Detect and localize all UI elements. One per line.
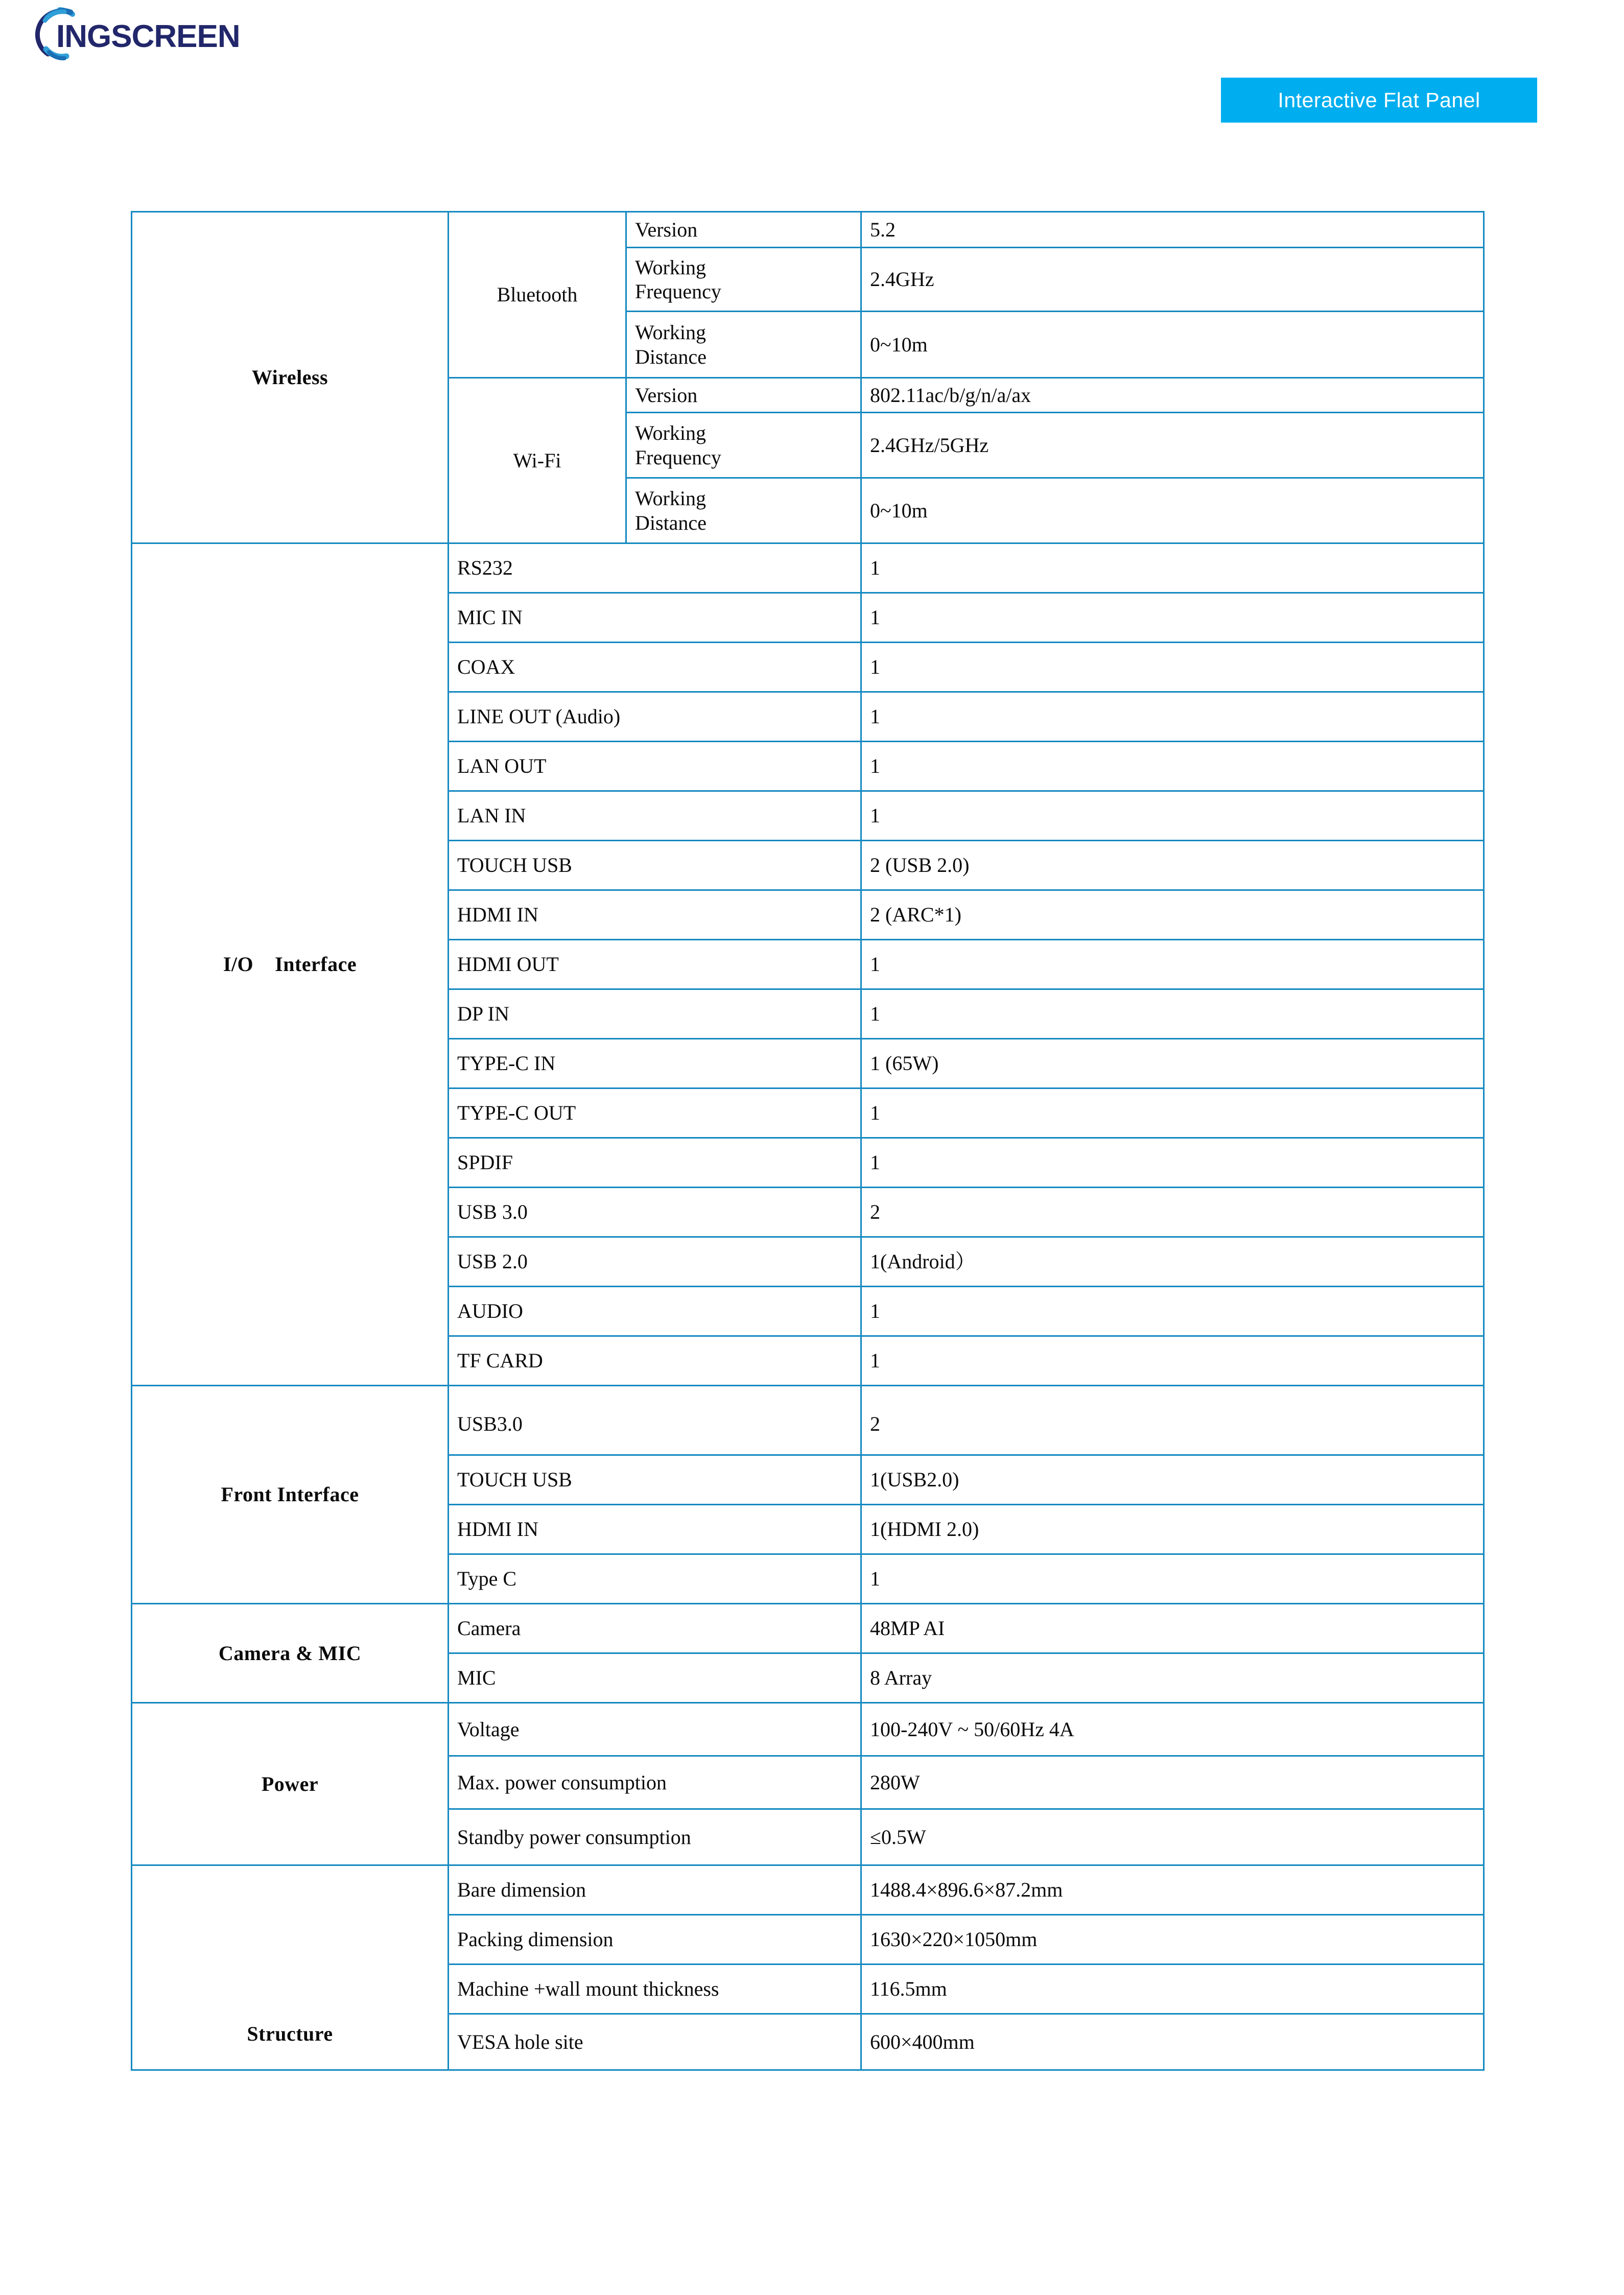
spec-value: 116.5mm — [861, 1965, 1484, 2014]
spec-key-line1: Working — [635, 321, 706, 344]
spec-key: Max. power consumption — [449, 1756, 861, 1809]
spec-value: 2 (USB 2.0) — [861, 841, 1484, 890]
spec-key-line1: Working — [635, 421, 706, 445]
spec-key — [626, 413, 861, 478]
spec-key: TOUCH USB — [449, 841, 861, 890]
page-header — [0, 0, 1624, 153]
spec-value: 1 — [861, 643, 1484, 692]
spec-key-line2: Distance — [635, 345, 707, 368]
spec-key: Version — [626, 378, 861, 413]
spec-key: HDMI IN — [449, 890, 861, 940]
spec-key-line1: Working — [635, 487, 706, 510]
table-row — [132, 1604, 1484, 1653]
spec-key: Standby power consumption — [449, 1809, 861, 1865]
badge-label: Interactive Flat Panel — [1278, 88, 1480, 112]
spec-key: Type C — [449, 1554, 861, 1604]
spec-value: 1 (65W) — [861, 1039, 1484, 1089]
spec-value: 1 — [861, 742, 1484, 791]
spec-key: LAN OUT — [449, 742, 861, 791]
spec-value: 1 — [861, 1287, 1484, 1336]
spec-key: Bare dimension — [449, 1865, 861, 1915]
spec-key: MIC — [449, 1653, 861, 1703]
spec-key: Packing dimension — [449, 1915, 861, 1965]
spec-key: USB3.0 — [449, 1386, 861, 1455]
group-label-wifi: Wi-Fi — [449, 378, 626, 543]
spec-key: HDMI OUT — [449, 940, 861, 989]
table-row — [132, 543, 1484, 593]
section-label-power: Power — [132, 1703, 449, 1865]
spec-key — [626, 312, 861, 378]
spec-value: ≤0.5W — [861, 1809, 1484, 1865]
spec-value: 1 — [861, 1554, 1484, 1604]
spec-key-line2: Frequency — [635, 280, 721, 303]
table-row — [132, 212, 1484, 248]
spec-value: 2.4GHz — [861, 248, 1484, 312]
spec-key: COAX — [449, 643, 861, 692]
table-row — [132, 1703, 1484, 1756]
spec-key: AUDIO — [449, 1287, 861, 1336]
group-label-bluetooth: Bluetooth — [449, 212, 626, 378]
section-label-front-interface: Front Interface — [132, 1386, 449, 1604]
spec-value: 1 — [861, 940, 1484, 989]
spec-value: 1 — [861, 989, 1484, 1039]
table-row — [132, 1865, 1484, 1915]
spec-value: 1 — [861, 791, 1484, 841]
spec-value: 280W — [861, 1756, 1484, 1809]
spec-value: 1 — [861, 593, 1484, 643]
spec-value: 1 — [861, 692, 1484, 742]
spec-key-line2: Frequency — [635, 445, 721, 469]
spec-value: 8 Array — [861, 1653, 1484, 1703]
spec-key: TF CARD — [449, 1336, 861, 1386]
spec-value: 0~10m — [861, 478, 1484, 543]
spec-value: 1 — [861, 1138, 1484, 1188]
section-label-camera-mic: Camera & MIC — [132, 1604, 449, 1703]
spec-value: 600×400mm — [861, 2014, 1484, 2070]
logo-wordmark: INGSCREEN — [56, 19, 240, 54]
spec-key: USB 3.0 — [449, 1188, 861, 1237]
product-category-badge — [1221, 78, 1537, 123]
spec-key: VESA hole site — [449, 2014, 861, 2070]
spec-key: Machine +wall mount thickness — [449, 1965, 861, 2014]
spec-value: 2.4GHz/5GHz — [861, 413, 1484, 478]
spec-key: RS232 — [449, 543, 861, 593]
spec-key: Camera — [449, 1604, 861, 1653]
spec-key: TYPE-C OUT — [449, 1089, 861, 1138]
spec-value: 1488.4×896.6×87.2mm — [861, 1865, 1484, 1915]
table-row — [132, 1386, 1484, 1455]
spec-value: 0~10m — [861, 312, 1484, 378]
spec-key: TYPE-C IN — [449, 1039, 861, 1089]
spec-value: 2 (ARC*1) — [861, 890, 1484, 940]
section-label-io-interface: I/O Interface — [132, 543, 449, 1386]
spec-key: Voltage — [449, 1703, 861, 1756]
spec-value: 1630×220×1050mm — [861, 1915, 1484, 1965]
spec-value: 2 — [861, 1188, 1484, 1237]
spec-key: TOUCH USB — [449, 1455, 861, 1505]
spec-value: 100-240V ~ 50/60Hz 4A — [861, 1703, 1484, 1756]
spec-key: DP IN — [449, 989, 861, 1039]
spec-key: SPDIF — [449, 1138, 861, 1188]
section-label-wireless: Wireless — [132, 212, 449, 543]
spec-key: Version — [626, 212, 861, 248]
spec-key — [626, 248, 861, 312]
spec-key: MIC IN — [449, 593, 861, 643]
spec-value: 1(USB2.0) — [861, 1455, 1484, 1505]
spec-key: LAN IN — [449, 791, 861, 841]
spec-value: 5.2 — [861, 212, 1484, 248]
specification-table — [131, 211, 1485, 2071]
spec-value: 1(HDMI 2.0) — [861, 1505, 1484, 1554]
section-label-structure: Structure — [132, 1865, 449, 2070]
spec-key: HDMI IN — [449, 1505, 861, 1554]
spec-value: 48MP AI — [861, 1604, 1484, 1653]
spec-key: USB 2.0 — [449, 1237, 861, 1287]
spec-key-line2: Distance — [635, 511, 707, 534]
spec-value: 1(Android） — [861, 1237, 1484, 1287]
spec-key-line1: Working — [635, 255, 706, 279]
spec-value: 1 — [861, 543, 1484, 593]
spec-value: 802.11ac/b/g/n/a/ax — [861, 378, 1484, 413]
spec-value: 1 — [861, 1089, 1484, 1138]
ingscreen-logo — [11, 5, 240, 61]
spec-key — [626, 478, 861, 543]
spec-key: LINE OUT (Audio) — [449, 692, 861, 742]
spec-value: 2 — [861, 1386, 1484, 1455]
spec-value: 1 — [861, 1336, 1484, 1386]
